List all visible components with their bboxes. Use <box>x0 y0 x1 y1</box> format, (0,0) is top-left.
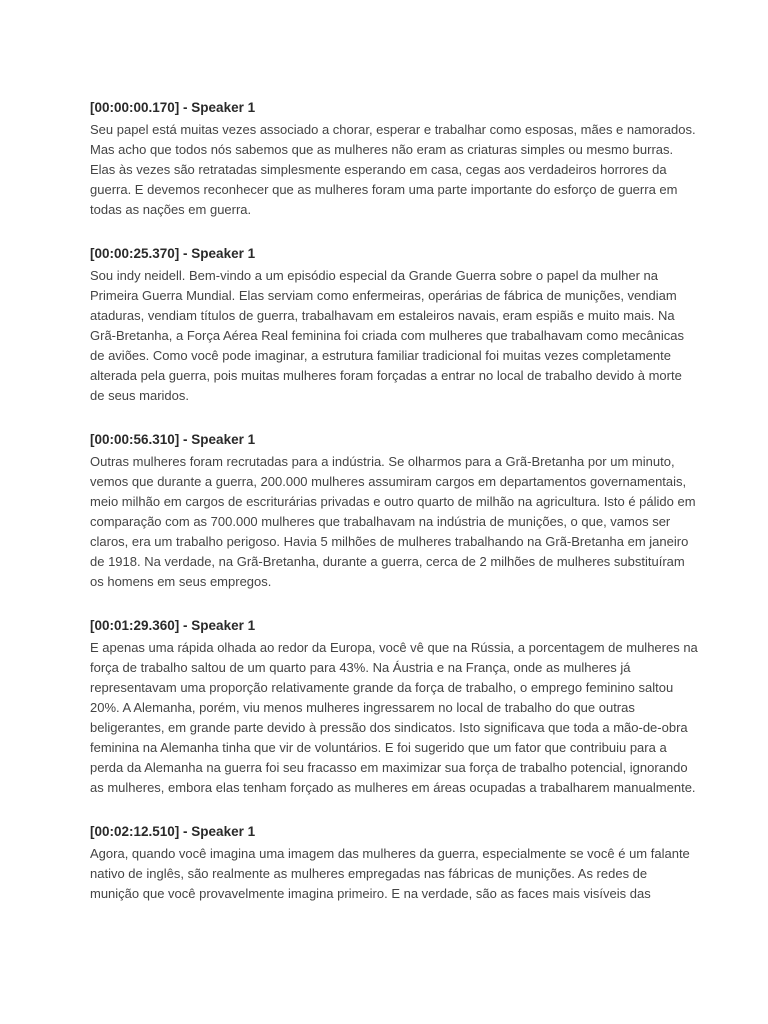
paragraph-line: representavam uma proporção relativamente grande da força de trabalho, o emprego feminino saltou <box>90 680 674 695</box>
segment-timestamp-heading: [00:00:25.370] - Speaker 1 <box>90 246 256 261</box>
paragraph-line: guerra. E devemos reconhecer que as mulheres foram uma parte importante do esforço de guerra em <box>90 182 678 197</box>
segment-paragraph <box>90 844 720 904</box>
paragraph-line: vemos que durante a guerra, 200.000 mulheres assumiram cargos em departamentos governamentais, <box>90 474 687 489</box>
paragraph-line: de 1918. Na verdade, na Grã-Bretanha, durante a guerra, cerca de 2 milhões de mulheres substituíram <box>90 554 685 569</box>
paragraph-line: feminina na Alemanha tinha que vir de voluntários. E foi sugerido que um fator que contribuiu para a <box>90 740 667 755</box>
paragraph-line: alterada pela guerra, pois muitas mulheres foram forçadas a entrar no local de trabalho devido à morte <box>90 368 682 383</box>
transcript-segment-3 <box>90 430 720 592</box>
paragraph-line: Primeira Guerra Mundial. Elas serviam como enfermeiras, operárias de fábrica de munições, vendiam <box>90 288 677 303</box>
paragraph-line: Agora, quando você imagina uma imagem das mulheres da guerra, especialmente se você é um falante <box>90 846 690 861</box>
paragraph-line: beligerantes, em grande parte devido à pressão dos sindicatos. Isto significava que toda a mão-de-obra <box>90 720 688 735</box>
paragraph-line: perda da Alemanha na guerra foi seu fracasso em maximizar sua força de trabalho potencial, ignorando <box>90 760 688 775</box>
transcript-page <box>90 98 720 928</box>
segment-paragraph <box>90 638 720 798</box>
segment-paragraph <box>90 266 720 406</box>
segment-paragraph <box>90 120 720 220</box>
paragraph-line: claros, era um trabalho perigoso. Havia 5 milhões de mulheres trabalhando na Grã-Bretanha em janeiro <box>90 534 689 549</box>
paragraph-line: Grã-Bretanha, a Força Aérea Real feminina foi criada com mulheres que trabalhavam como mecânicas <box>90 328 684 343</box>
transcript-segment-1 <box>90 98 720 220</box>
segment-timestamp-heading: [00:02:12.510] - Speaker 1 <box>90 824 256 839</box>
paragraph-line: Seu papel está muitas vezes associado a chorar, esperar e trabalhar como esposas, mães e namorados. <box>90 122 696 137</box>
paragraph-line: meio milhão em cargos de escriturárias privadas e outro quarto de milhão na agricultura. Isto é pálido em <box>90 494 696 509</box>
paragraph-line: Elas às vezes são retratadas simplesmente esperando em casa, cegas aos verdadeiros horrores da <box>90 162 667 177</box>
segment-timestamp-heading: [00:01:29.360] - Speaker 1 <box>90 618 256 633</box>
transcript-segment-2 <box>90 244 720 406</box>
paragraph-line: ataduras, vendiam títulos de guerra, trabalhavam em estaleiros navais, eram espiãs e muito mais. Na <box>90 308 675 323</box>
paragraph-line: de aviões. Como você pode imaginar, a estrutura familiar tradicional foi muitas vezes completamente <box>90 348 671 363</box>
paragraph-line: 20%. A Alemanha, porém, viu menos mulheres ingressarem no local de trabalho do que outras <box>90 700 635 715</box>
paragraph-line: os homens em seus empregos. <box>90 574 272 589</box>
paragraph-line: E apenas uma rápida olhada ao redor da Europa, você vê que na Rússia, a porcentagem de mulheres na <box>90 640 698 655</box>
paragraph-line: de seus maridos. <box>90 388 189 403</box>
segment-timestamp-heading: [00:00:00.170] - Speaker 1 <box>90 100 256 115</box>
paragraph-line: munição que você provavelmente imagina primeiro. E na verdade, são as faces mais visíveis das <box>90 886 651 901</box>
paragraph-line: Mas acho que todos nós sabemos que as mulheres não eram as criaturas simples ou mesmo burras. <box>90 142 674 157</box>
paragraph-line: as mulheres, embora elas tenham forçado as mulheres em áreas ocupadas a trabalharem manualmente. <box>90 780 696 795</box>
paragraph-line: comparação com as 700.000 mulheres que trabalhavam na indústria de munições, o que, vamos ser <box>90 514 671 529</box>
paragraph-line: Sou indy neidell. Bem-vindo a um episódio especial da Grande Guerra sobre o papel da mulher na <box>90 268 659 283</box>
segment-timestamp-heading: [00:00:56.310] - Speaker 1 <box>90 432 256 447</box>
segment-paragraph <box>90 452 720 592</box>
transcript-segment-5 <box>90 822 720 904</box>
transcript-segment-4 <box>90 616 720 798</box>
paragraph-line: Outras mulheres foram recrutadas para a indústria. Se olharmos para a Grã-Bretanha por um minuto, <box>90 454 675 469</box>
paragraph-line: todas as nações em guerra. <box>90 202 252 217</box>
paragraph-line: força de trabalho saltou de um quarto para 43%. Na Áustria e na França, onde as mulheres já <box>90 660 631 675</box>
paragraph-line: nativo de inglês, são realmente as mulheres empregadas nas fábricas de munições. As redes de <box>90 866 648 881</box>
